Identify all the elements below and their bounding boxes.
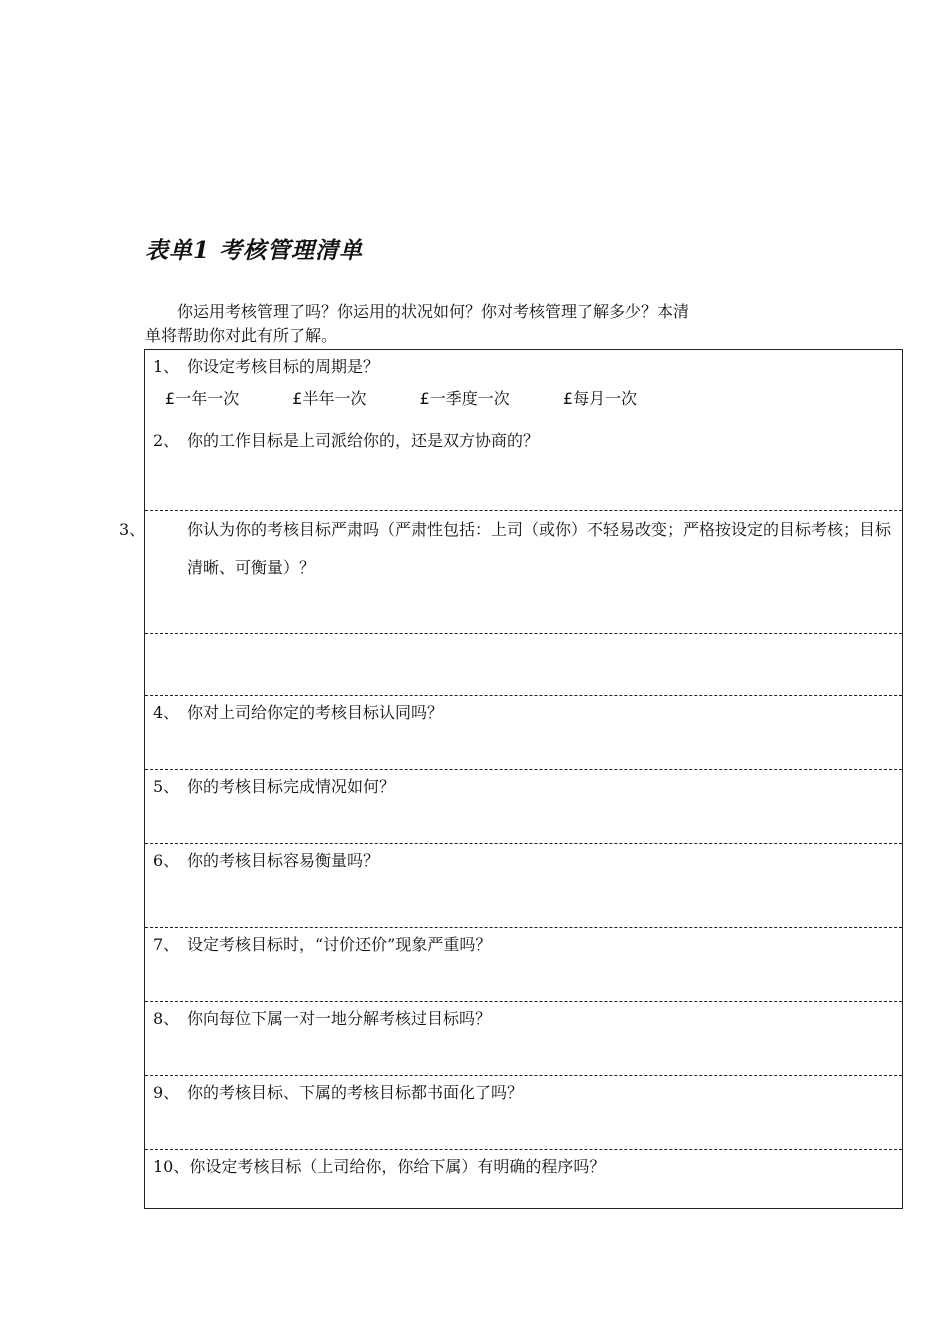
question-text: 设定考核目标时，“讨价还价”现象严重吗？ bbox=[187, 935, 492, 954]
question-10 bbox=[153, 1154, 605, 1177]
question-number: 7、 bbox=[153, 935, 180, 954]
question-text: 你认为你的考核目标严肃吗（严肃性包括：上司（或你）不轻易改变；严格按设定的目标考核；目标清晰、可衡量）？ bbox=[187, 520, 892, 577]
checklist-table bbox=[119, 349, 903, 1209]
question-number: 4、 bbox=[153, 703, 180, 722]
question-number: 10、 bbox=[153, 1157, 190, 1176]
option-label: 一年一次 bbox=[175, 389, 240, 408]
question-text: 你的考核目标完成情况如何？ bbox=[187, 777, 396, 796]
option-half-yearly[interactable] bbox=[292, 386, 366, 409]
question-text: 你向每位下属一对一地分解考核过目标吗？ bbox=[187, 1009, 492, 1028]
table-row bbox=[145, 844, 902, 928]
table-row bbox=[145, 928, 902, 1002]
option-label: 半年一次 bbox=[302, 389, 367, 408]
question-number: 9、 bbox=[153, 1083, 180, 1102]
table-row bbox=[119, 511, 902, 634]
question-5 bbox=[153, 774, 395, 797]
question-number: 8、 bbox=[153, 1009, 180, 1028]
table-row bbox=[145, 1150, 902, 1208]
question-number: 5、 bbox=[153, 777, 180, 796]
question-7 bbox=[153, 932, 491, 955]
question-6 bbox=[153, 848, 379, 871]
option-quarterly[interactable] bbox=[420, 386, 510, 409]
question-text: 你的考核目标容易衡量吗？ bbox=[187, 851, 380, 870]
option-label: 每月一次 bbox=[573, 389, 638, 408]
question-text: 你设定考核目标的周期是？ bbox=[187, 357, 380, 376]
question-8 bbox=[153, 1006, 491, 1029]
question-text: 你的工作目标是上司派给你的，还是双方协商的？ bbox=[187, 431, 540, 450]
intro-line-1: 你运用考核管理了吗？你运用的状况如何？你对考核管理了解多少？本清 bbox=[177, 302, 690, 321]
table-row bbox=[145, 696, 902, 770]
checkbox-icon[interactable]: £ bbox=[419, 389, 430, 408]
intro-line-2: 单将帮助你对此有所了解。 bbox=[145, 326, 338, 345]
table-row bbox=[145, 770, 902, 844]
option-yearly[interactable] bbox=[165, 386, 239, 409]
form-title: 表单1 考核管理清单 bbox=[145, 237, 364, 264]
question-number: 3、 bbox=[119, 520, 146, 539]
option-monthly[interactable] bbox=[563, 386, 637, 409]
question-3 bbox=[119, 511, 898, 587]
checkbox-icon[interactable]: £ bbox=[165, 389, 176, 408]
table-row bbox=[145, 350, 902, 511]
question-number: 1、 bbox=[153, 357, 180, 376]
checkbox-icon[interactable]: £ bbox=[292, 389, 303, 408]
question-1 bbox=[153, 354, 379, 377]
frequency-options bbox=[165, 386, 685, 409]
question-text: 你对上司给你定的考核目标认同吗？ bbox=[187, 703, 444, 722]
table-row bbox=[145, 1076, 902, 1150]
question-4 bbox=[153, 700, 443, 723]
question-text: 你设定考核目标（上司给你，你给下属）有明确的程序吗？ bbox=[189, 1157, 606, 1176]
option-label: 一季度一次 bbox=[429, 389, 510, 408]
intro-paragraph bbox=[145, 300, 825, 348]
question-text: 你的考核目标、下属的考核目标都书面化了吗？ bbox=[187, 1083, 524, 1102]
question-9 bbox=[153, 1080, 523, 1103]
table-row bbox=[145, 1002, 902, 1076]
checkbox-icon[interactable]: £ bbox=[562, 389, 574, 408]
answer-area[interactable] bbox=[145, 634, 902, 696]
question-number: 2、 bbox=[153, 431, 180, 450]
question-2 bbox=[153, 428, 539, 451]
question-number: 6、 bbox=[153, 851, 180, 870]
